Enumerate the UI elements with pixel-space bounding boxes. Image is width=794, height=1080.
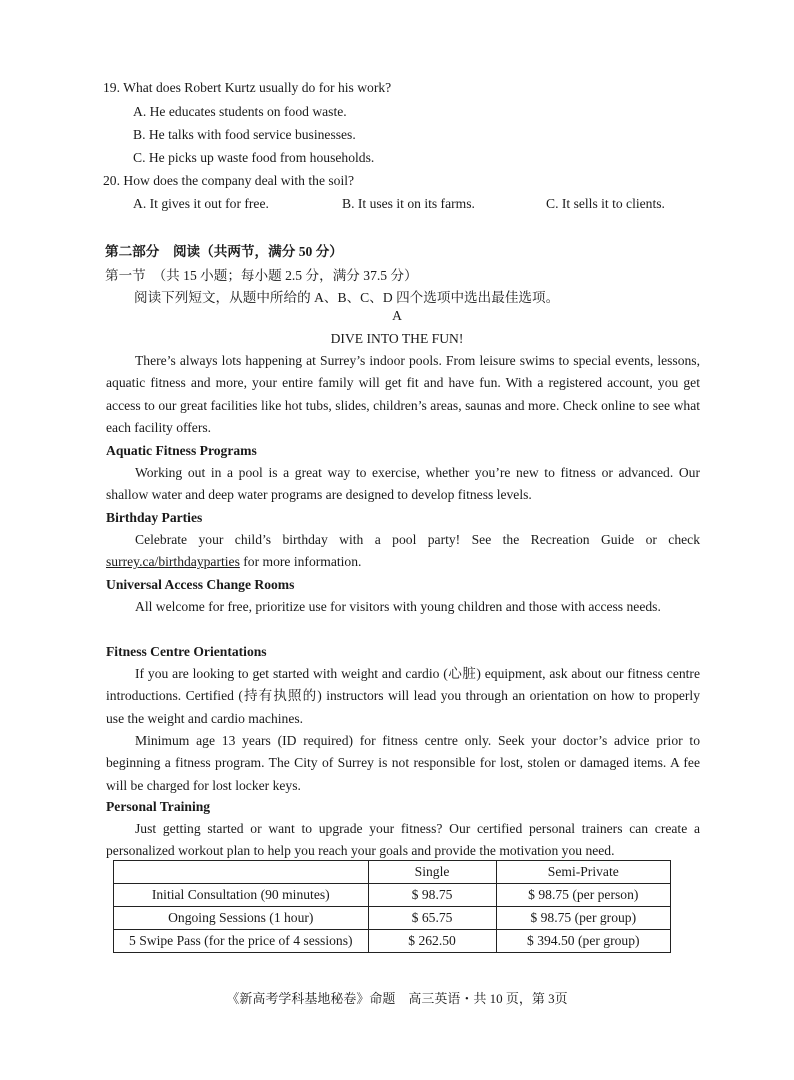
table-row: [114, 907, 671, 930]
birthday-text-2: for more information.: [239, 554, 362, 570]
table-cell: 5 Swipe Pass (for the price of 4 sessions): [114, 930, 369, 953]
table-header-row: [114, 861, 671, 884]
heading-universal-access: Universal Access Change Rooms: [106, 577, 295, 592]
table-row: [114, 930, 671, 953]
table-cell: $ 65.75: [368, 907, 496, 930]
personal-training-paragraph: Just getting started or want to upgrade your fitness? Our certified personal trainers can create a personalized workout plan to help you reach your goals and provide the motivation you need.: [106, 821, 700, 859]
table-cell: $ 394.50 (per group): [496, 930, 670, 953]
table-header-cell: [114, 861, 369, 884]
table-cell: $ 98.75 (per person): [496, 884, 670, 907]
part-title: 第二部分 阅读（共两节，满分 50 分）: [105, 244, 343, 259]
heading-personal-training: Personal Training: [106, 799, 211, 814]
fitness-centre-paragraph-2: Minimum age 13 years (ID required) for fitness centre only. Seek your doctor’s advice prior to beginning a fitness program. The City of Surrey is not responsible for lost, stolen or damaged items. A fee will be charged for lost locker keys.: [106, 733, 700, 793]
question-20-option-c: C. It sells it to clients.: [546, 196, 665, 211]
page-footer: 《新高考学科基地秘卷》命题 高三英语・共 10 页，第 3页: [226, 991, 568, 1006]
pricing-table: [113, 860, 671, 953]
question-19-option-c: C. He picks up waste food from households.: [133, 150, 375, 165]
heading-fitness-centre: Fitness Centre Orientations: [106, 644, 267, 659]
birthday-paragraph: [106, 529, 700, 574]
question-20-stem: 20. How does the company deal with the soil?: [103, 173, 355, 188]
table-cell: $ 98.75 (per group): [496, 907, 670, 930]
table-cell: Ongoing Sessions (1 hour): [114, 907, 369, 930]
table-header-cell: Semi-Private: [496, 861, 670, 884]
question-19-option-a: A. He educates students on food waste.: [133, 104, 347, 119]
table-row: [114, 884, 671, 907]
heading-birthday-parties: Birthday Parties: [106, 510, 203, 525]
intro-paragraph: There’s always lots happening at Surrey’s indoor pools. From leisure swims to special events, lessons, aquatic fitness and more, your entire family will get fit and have fun. With a registered account, you get access to our great facilities like hot tubs, slides, children’s areas, saunas and more. Check online to see what each facility offers.: [106, 353, 700, 436]
aquatic-fitness-paragraph: Working out in a pool is a great way to exercise, whether you’re new to fitness or advanced. Our shallow water and deep water programs are designed to develop fitness levels.: [106, 465, 700, 503]
passage-letter: A: [392, 308, 402, 323]
passage-title: DIVE INTO THE FUN!: [330, 331, 464, 346]
birthday-text-1: Celebrate your child’s birthday with a pool party! See the Recreation Guide or check: [135, 532, 700, 547]
table-cell: $ 262.50: [368, 930, 496, 953]
question-20-option-b: B. It uses it on its farms.: [342, 196, 475, 211]
heading-aquatic-fitness: Aquatic Fitness Programs: [106, 443, 257, 458]
question-19-option-b: B. He talks with food service businesses.: [133, 127, 356, 142]
question-20-option-a: A. It gives it out for free.: [133, 196, 269, 211]
table-cell: $ 98.75: [368, 884, 496, 907]
subsection-title: 第一节 （共 15 小题；每小题 2.5 分，满分 37.5 分）: [105, 268, 418, 283]
instructions: 阅读下列短文，从题中所给的 A、B、C、D 四个选项中选出最佳选项。: [134, 290, 560, 305]
table-header-cell: Single: [368, 861, 496, 884]
birthday-link[interactable]: surrey.ca/birthdayparties: [106, 554, 240, 570]
universal-access-paragraph: All welcome for free, prioritize use for visitors with young children and those with access needs.: [135, 599, 661, 614]
table-cell: Initial Consultation (90 minutes): [114, 884, 369, 907]
fitness-centre-paragraph-1: If you are looking to get started with weight and cardio (心脏) equipment, ask about our fitness centre introductions. Certified (持有执照的) instructors will lead you through an orientation on how to properly use the weight and cardio machines.: [106, 666, 700, 726]
question-19-stem: 19. What does Robert Kurtz usually do for his work?: [103, 80, 392, 95]
